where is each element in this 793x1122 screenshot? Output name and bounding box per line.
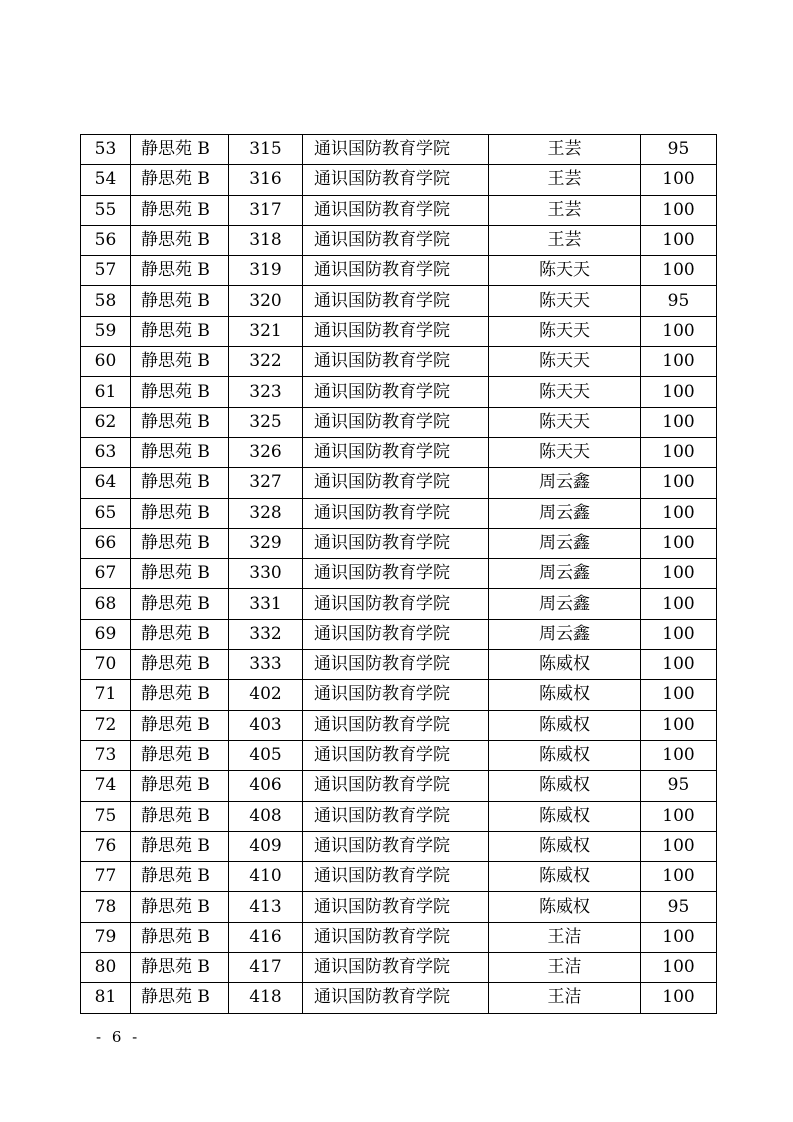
row-index-cell: 57 bbox=[81, 256, 131, 286]
table-row bbox=[81, 347, 717, 377]
row-index-cell: 55 bbox=[81, 195, 131, 225]
score-cell: 100 bbox=[641, 377, 717, 407]
score-cell: 100 bbox=[641, 831, 717, 861]
person-cell: 陈天天 bbox=[489, 347, 641, 377]
room-cell: 331 bbox=[229, 589, 303, 619]
room-cell: 321 bbox=[229, 316, 303, 346]
table-row bbox=[81, 801, 717, 831]
person-cell: 陈威权 bbox=[489, 801, 641, 831]
table-row bbox=[81, 559, 717, 589]
table-row bbox=[81, 892, 717, 922]
building-cell: 静思苑 B bbox=[131, 740, 229, 770]
person-cell: 陈天天 bbox=[489, 256, 641, 286]
score-cell: 100 bbox=[641, 437, 717, 467]
college-cell: 通识国防教育学院 bbox=[303, 347, 489, 377]
college-cell: 通识国防教育学院 bbox=[303, 559, 489, 589]
row-index-cell: 69 bbox=[81, 619, 131, 649]
person-cell: 周云鑫 bbox=[489, 498, 641, 528]
college-cell: 通识国防教育学院 bbox=[303, 135, 489, 165]
row-index-cell: 60 bbox=[81, 347, 131, 377]
college-cell: 通识国防教育学院 bbox=[303, 922, 489, 952]
score-cell: 100 bbox=[641, 165, 717, 195]
table-row bbox=[81, 862, 717, 892]
building-cell: 静思苑 B bbox=[131, 559, 229, 589]
room-cell: 409 bbox=[229, 831, 303, 861]
row-index-cell: 58 bbox=[81, 286, 131, 316]
building-cell: 静思苑 B bbox=[131, 680, 229, 710]
college-cell: 通识国防教育学院 bbox=[303, 528, 489, 558]
room-cell: 403 bbox=[229, 710, 303, 740]
score-cell: 95 bbox=[641, 286, 717, 316]
college-cell: 通识国防教育学院 bbox=[303, 801, 489, 831]
college-cell: 通识国防教育学院 bbox=[303, 468, 489, 498]
building-cell: 静思苑 B bbox=[131, 892, 229, 922]
college-cell: 通识国防教育学院 bbox=[303, 740, 489, 770]
table-row bbox=[81, 983, 717, 1013]
score-cell: 100 bbox=[641, 922, 717, 952]
table-row bbox=[81, 831, 717, 861]
person-cell: 陈天天 bbox=[489, 286, 641, 316]
score-cell: 100 bbox=[641, 407, 717, 437]
college-cell: 通识国防教育学院 bbox=[303, 286, 489, 316]
room-cell: 316 bbox=[229, 165, 303, 195]
building-cell: 静思苑 B bbox=[131, 589, 229, 619]
room-cell: 317 bbox=[229, 195, 303, 225]
row-index-cell: 74 bbox=[81, 771, 131, 801]
college-cell: 通识国防教育学院 bbox=[303, 680, 489, 710]
person-cell: 陈威权 bbox=[489, 650, 641, 680]
row-index-cell: 53 bbox=[81, 135, 131, 165]
person-cell: 陈天天 bbox=[489, 407, 641, 437]
row-index-cell: 75 bbox=[81, 801, 131, 831]
room-cell: 326 bbox=[229, 437, 303, 467]
building-cell: 静思苑 B bbox=[131, 135, 229, 165]
building-cell: 静思苑 B bbox=[131, 619, 229, 649]
building-cell: 静思苑 B bbox=[131, 195, 229, 225]
person-cell: 王芸 bbox=[489, 225, 641, 255]
building-cell: 静思苑 B bbox=[131, 468, 229, 498]
room-cell: 416 bbox=[229, 922, 303, 952]
score-cell: 100 bbox=[641, 256, 717, 286]
person-cell: 陈威权 bbox=[489, 771, 641, 801]
building-cell: 静思苑 B bbox=[131, 650, 229, 680]
table-row bbox=[81, 922, 717, 952]
score-cell: 100 bbox=[641, 559, 717, 589]
row-index-cell: 78 bbox=[81, 892, 131, 922]
person-cell: 陈威权 bbox=[489, 710, 641, 740]
table-row bbox=[81, 771, 717, 801]
table-row bbox=[81, 619, 717, 649]
college-cell: 通识国防教育学院 bbox=[303, 710, 489, 740]
table-row bbox=[81, 437, 717, 467]
table-body bbox=[81, 135, 717, 1014]
building-cell: 静思苑 B bbox=[131, 922, 229, 952]
room-cell: 405 bbox=[229, 740, 303, 770]
row-index-cell: 62 bbox=[81, 407, 131, 437]
college-cell: 通识国防教育学院 bbox=[303, 892, 489, 922]
room-cell: 327 bbox=[229, 468, 303, 498]
score-cell: 95 bbox=[641, 135, 717, 165]
score-cell: 100 bbox=[641, 710, 717, 740]
person-cell: 周云鑫 bbox=[489, 559, 641, 589]
college-cell: 通识国防教育学院 bbox=[303, 953, 489, 983]
row-index-cell: 71 bbox=[81, 680, 131, 710]
building-cell: 静思苑 B bbox=[131, 316, 229, 346]
row-index-cell: 68 bbox=[81, 589, 131, 619]
score-cell: 100 bbox=[641, 468, 717, 498]
table-row bbox=[81, 165, 717, 195]
person-cell: 陈威权 bbox=[489, 740, 641, 770]
room-cell: 410 bbox=[229, 862, 303, 892]
building-cell: 静思苑 B bbox=[131, 407, 229, 437]
room-cell: 315 bbox=[229, 135, 303, 165]
building-cell: 静思苑 B bbox=[131, 710, 229, 740]
college-cell: 通识国防教育学院 bbox=[303, 498, 489, 528]
college-cell: 通识国防教育学院 bbox=[303, 377, 489, 407]
college-cell: 通识国防教育学院 bbox=[303, 407, 489, 437]
table-row bbox=[81, 498, 717, 528]
person-cell: 陈威权 bbox=[489, 862, 641, 892]
table-row bbox=[81, 225, 717, 255]
room-cell: 329 bbox=[229, 528, 303, 558]
person-cell: 陈威权 bbox=[489, 831, 641, 861]
row-index-cell: 64 bbox=[81, 468, 131, 498]
building-cell: 静思苑 B bbox=[131, 528, 229, 558]
college-cell: 通识国防教育学院 bbox=[303, 165, 489, 195]
dorm-score-table bbox=[80, 134, 717, 1014]
score-cell: 100 bbox=[641, 953, 717, 983]
person-cell: 陈威权 bbox=[489, 892, 641, 922]
building-cell: 静思苑 B bbox=[131, 437, 229, 467]
person-cell: 王芸 bbox=[489, 165, 641, 195]
college-cell: 通识国防教育学院 bbox=[303, 256, 489, 286]
room-cell: 406 bbox=[229, 771, 303, 801]
college-cell: 通识国防教育学院 bbox=[303, 771, 489, 801]
row-index-cell: 70 bbox=[81, 650, 131, 680]
person-cell: 王洁 bbox=[489, 983, 641, 1013]
row-index-cell: 81 bbox=[81, 983, 131, 1013]
college-cell: 通识国防教育学院 bbox=[303, 195, 489, 225]
college-cell: 通识国防教育学院 bbox=[303, 831, 489, 861]
college-cell: 通识国防教育学院 bbox=[303, 619, 489, 649]
building-cell: 静思苑 B bbox=[131, 225, 229, 255]
building-cell: 静思苑 B bbox=[131, 256, 229, 286]
college-cell: 通识国防教育学院 bbox=[303, 650, 489, 680]
table-row bbox=[81, 316, 717, 346]
person-cell: 王芸 bbox=[489, 195, 641, 225]
score-cell: 100 bbox=[641, 498, 717, 528]
room-cell: 417 bbox=[229, 953, 303, 983]
room-cell: 318 bbox=[229, 225, 303, 255]
room-cell: 323 bbox=[229, 377, 303, 407]
person-cell: 陈天天 bbox=[489, 377, 641, 407]
table-row bbox=[81, 468, 717, 498]
score-cell: 95 bbox=[641, 892, 717, 922]
row-index-cell: 63 bbox=[81, 437, 131, 467]
table-row bbox=[81, 589, 717, 619]
table-row bbox=[81, 680, 717, 710]
row-index-cell: 67 bbox=[81, 559, 131, 589]
building-cell: 静思苑 B bbox=[131, 862, 229, 892]
table-row bbox=[81, 407, 717, 437]
table-row bbox=[81, 650, 717, 680]
row-index-cell: 66 bbox=[81, 528, 131, 558]
person-cell: 陈天天 bbox=[489, 437, 641, 467]
score-cell: 100 bbox=[641, 740, 717, 770]
table-row bbox=[81, 286, 717, 316]
person-cell: 王芸 bbox=[489, 135, 641, 165]
person-cell: 周云鑫 bbox=[489, 528, 641, 558]
person-cell: 陈威权 bbox=[489, 680, 641, 710]
row-index-cell: 72 bbox=[81, 710, 131, 740]
building-cell: 静思苑 B bbox=[131, 347, 229, 377]
table-row bbox=[81, 377, 717, 407]
table-row bbox=[81, 740, 717, 770]
score-cell: 100 bbox=[641, 650, 717, 680]
building-cell: 静思苑 B bbox=[131, 286, 229, 316]
table-row bbox=[81, 528, 717, 558]
college-cell: 通识国防教育学院 bbox=[303, 437, 489, 467]
score-cell: 100 bbox=[641, 589, 717, 619]
row-index-cell: 54 bbox=[81, 165, 131, 195]
table-row bbox=[81, 953, 717, 983]
score-cell: 100 bbox=[641, 347, 717, 377]
building-cell: 静思苑 B bbox=[131, 377, 229, 407]
room-cell: 325 bbox=[229, 407, 303, 437]
table-row bbox=[81, 256, 717, 286]
score-cell: 100 bbox=[641, 316, 717, 346]
college-cell: 通识国防教育学院 bbox=[303, 983, 489, 1013]
building-cell: 静思苑 B bbox=[131, 801, 229, 831]
college-cell: 通识国防教育学院 bbox=[303, 862, 489, 892]
building-cell: 静思苑 B bbox=[131, 831, 229, 861]
room-cell: 418 bbox=[229, 983, 303, 1013]
building-cell: 静思苑 B bbox=[131, 983, 229, 1013]
score-cell: 100 bbox=[641, 680, 717, 710]
row-index-cell: 73 bbox=[81, 740, 131, 770]
person-cell: 周云鑫 bbox=[489, 468, 641, 498]
score-cell: 100 bbox=[641, 983, 717, 1013]
table-row bbox=[81, 135, 717, 165]
row-index-cell: 56 bbox=[81, 225, 131, 255]
college-cell: 通识国防教育学院 bbox=[303, 316, 489, 346]
person-cell: 周云鑫 bbox=[489, 589, 641, 619]
score-cell: 95 bbox=[641, 771, 717, 801]
room-cell: 330 bbox=[229, 559, 303, 589]
room-cell: 332 bbox=[229, 619, 303, 649]
row-index-cell: 61 bbox=[81, 377, 131, 407]
score-cell: 100 bbox=[641, 528, 717, 558]
building-cell: 静思苑 B bbox=[131, 165, 229, 195]
person-cell: 王洁 bbox=[489, 922, 641, 952]
room-cell: 402 bbox=[229, 680, 303, 710]
table-row bbox=[81, 195, 717, 225]
building-cell: 静思苑 B bbox=[131, 498, 229, 528]
college-cell: 通识国防教育学院 bbox=[303, 589, 489, 619]
page-number: - 6 - bbox=[96, 1028, 141, 1046]
row-index-cell: 76 bbox=[81, 831, 131, 861]
row-index-cell: 65 bbox=[81, 498, 131, 528]
score-cell: 100 bbox=[641, 619, 717, 649]
score-cell: 100 bbox=[641, 195, 717, 225]
person-cell: 王洁 bbox=[489, 953, 641, 983]
table-row bbox=[81, 710, 717, 740]
room-cell: 408 bbox=[229, 801, 303, 831]
building-cell: 静思苑 B bbox=[131, 953, 229, 983]
room-cell: 333 bbox=[229, 650, 303, 680]
row-index-cell: 79 bbox=[81, 922, 131, 952]
room-cell: 322 bbox=[229, 347, 303, 377]
college-cell: 通识国防教育学院 bbox=[303, 225, 489, 255]
room-cell: 319 bbox=[229, 256, 303, 286]
room-cell: 320 bbox=[229, 286, 303, 316]
score-cell: 100 bbox=[641, 225, 717, 255]
score-cell: 100 bbox=[641, 862, 717, 892]
person-cell: 周云鑫 bbox=[489, 619, 641, 649]
score-cell: 100 bbox=[641, 801, 717, 831]
room-cell: 413 bbox=[229, 892, 303, 922]
building-cell: 静思苑 B bbox=[131, 771, 229, 801]
room-cell: 328 bbox=[229, 498, 303, 528]
row-index-cell: 80 bbox=[81, 953, 131, 983]
row-index-cell: 77 bbox=[81, 862, 131, 892]
person-cell: 陈天天 bbox=[489, 316, 641, 346]
row-index-cell: 59 bbox=[81, 316, 131, 346]
